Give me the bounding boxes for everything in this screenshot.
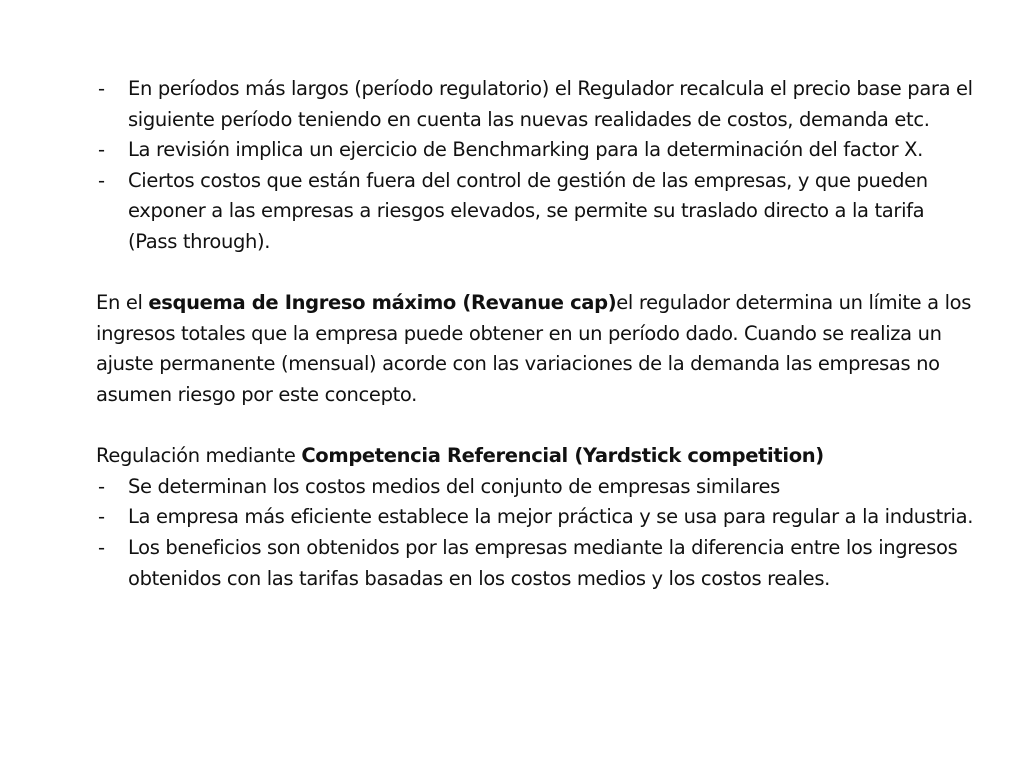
- bullet-dash: -: [98, 474, 105, 498]
- bullet-dash: -: [98, 138, 105, 162]
- bullet-item: [96, 166, 976, 258]
- bullet-dash: -: [98, 168, 105, 192]
- paragraph-bold-term: esquema de Ingreso máximo (Revanue cap): [148, 291, 617, 315]
- revenue-cap-paragraph: [96, 288, 976, 410]
- bullet-item: [96, 472, 976, 503]
- bullet-item: [96, 502, 976, 533]
- bullet-item: [96, 74, 976, 135]
- bullet-text: La revisión implica un ejercicio de Benchmarking para la determinación del factor X.: [128, 138, 924, 162]
- paragraph-body-text: el regulador determina un límite a los ingresos totales que la empresa puede obtener en un período dado. Cuando se realiza un ajuste permanente (mensual) acorde con las variaciones de la demanda las empresas no asumen riesgo por este concepto.: [96, 291, 972, 406]
- bullet-text: En períodos más largos (período regulatorio) el Regulador recalcula el precio base para el siguiente período teniendo en cuenta las nuevas realidades de costos, demanda etc.: [128, 77, 973, 131]
- heading-bold-term: Competencia Referencial (Yardstick competition): [301, 444, 824, 468]
- bullet-item: [96, 135, 976, 166]
- regulatory-period-bullets: [96, 74, 976, 258]
- slide-body: [96, 74, 976, 594]
- bullet-dash: -: [98, 535, 105, 559]
- bullet-dash: -: [98, 505, 105, 529]
- bullet-text: Los beneficios son obtenidos por las empresas mediante la diferencia entre los ingresos obtenidos con las tarifas basadas en los costos medios y los costos reales.: [128, 535, 958, 590]
- yardstick-heading: [96, 441, 976, 472]
- bullet-text: Ciertos costos que están fuera del control de gestión de las empresas, y que pueden exponer a las empresas a riesgos elevados, se permite su traslado directo a la tarifa (Pass through).: [128, 168, 928, 253]
- paragraph-gap: [96, 258, 976, 289]
- bullet-text: La empresa más eficiente establece la mejor práctica y se usa para regular a la industria.: [128, 505, 974, 529]
- bullet-item: [96, 533, 976, 594]
- yardstick-bullets: [96, 472, 976, 594]
- bullet-text: Se determinan los costos medios del conjunto de empresas similares: [128, 474, 780, 498]
- paragraph-lead-text: En el: [96, 291, 149, 315]
- heading-prefix-text: Regulación mediante: [96, 444, 302, 468]
- bullet-dash: -: [98, 77, 105, 100]
- paragraph-gap: [96, 411, 976, 442]
